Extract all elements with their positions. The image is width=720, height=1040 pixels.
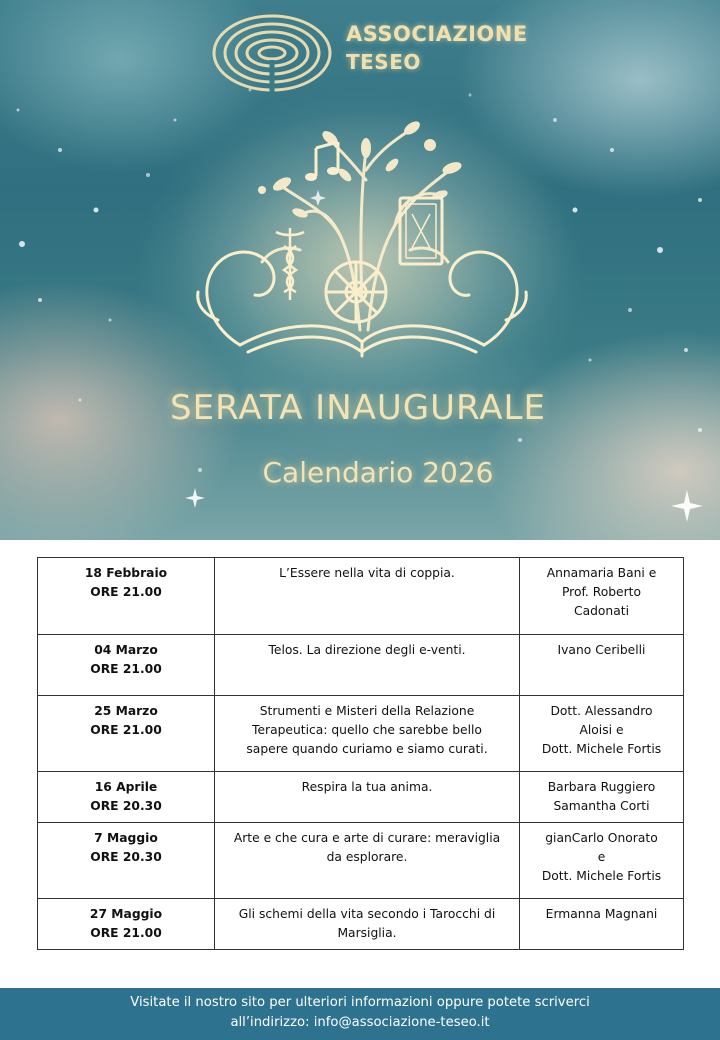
event-date-cell [38, 635, 215, 696]
event-topic: Terapeutica: quello che sarebbe bello [252, 723, 482, 737]
schedule-table [37, 557, 684, 950]
event-topic: sapere quando curiamo e siamo curati. [246, 742, 488, 756]
event-speaker: Dott. Michele Fortis [541, 869, 662, 883]
association-subname: TESEO [346, 50, 421, 74]
event-date: 25 Marzo [94, 704, 158, 718]
event-speaker: Aloisi e [579, 723, 624, 737]
event-date: 16 Aprile [94, 780, 158, 794]
event-speakers-cell [520, 899, 684, 950]
event-speaker: Cadonati [573, 604, 630, 618]
event-speakers-cell [520, 635, 684, 696]
labyrinth-logo-icon [214, 16, 330, 92]
event-topic-cell [215, 823, 520, 899]
event-topic-cell [215, 772, 520, 823]
event-subtitle: Calendario 2026 [262, 456, 494, 489]
event-time: ORE 21.00 [90, 723, 162, 737]
event-topic: da esplorare. [326, 850, 408, 864]
event-time: ORE 21.00 [90, 662, 162, 676]
event-speaker: Prof. Roberto [561, 585, 642, 599]
sparkle-icon [671, 490, 703, 522]
association-name: ASSOCIAZIONE [346, 22, 528, 46]
event-date-cell [38, 558, 215, 635]
event-topic: Gli schemi della vita secondo i Tarocchi di [238, 907, 496, 921]
event-topic-cell [215, 558, 520, 635]
event-speaker: Dott. Alessandro [550, 704, 653, 718]
table-row [38, 772, 684, 823]
event-date-cell [38, 823, 215, 899]
event-topic: Marsiglia. [337, 926, 397, 940]
event-speaker: e [597, 850, 606, 864]
event-time: ORE 21.00 [90, 585, 162, 599]
event-speakers-cell [520, 558, 684, 635]
table-row [38, 558, 684, 635]
event-topic: L’Essere nella vita di coppia. [279, 566, 455, 580]
event-time: ORE 20.30 [90, 799, 162, 813]
event-topic: Telos. La direzione degli e-venti. [268, 643, 466, 657]
event-topic: Respira la tua anima. [301, 780, 433, 794]
dharma-wheel-icon [326, 262, 386, 322]
event-date: 04 Marzo [94, 643, 158, 657]
event-speaker: Barbara Ruggiero [547, 780, 656, 794]
event-title: SERATA INAUGURALE [170, 388, 546, 428]
event-date-cell [38, 772, 215, 823]
event-topic-cell [215, 696, 520, 772]
event-speaker: Annamaria Bani e [546, 566, 657, 580]
event-topic-cell [215, 635, 520, 696]
event-speakers-cell [520, 823, 684, 899]
event-date-cell [38, 899, 215, 950]
table-row [38, 696, 684, 772]
event-speaker: Samantha Corti [553, 799, 650, 813]
table-row [38, 635, 684, 696]
event-speaker: Dott. Michele Fortis [541, 742, 662, 756]
event-topic: Strumenti e Misteri della Relazione [259, 704, 475, 718]
event-speakers-cell [520, 696, 684, 772]
event-topic: Arte e che cura e arte di curare: meraviglia [233, 831, 501, 845]
footer-contact-line[interactable]: all’indirizzo: info@associazione-teseo.it [230, 1015, 490, 1030]
event-speaker: Ivano Ceribelli [557, 643, 646, 657]
footer-text-line1: Visitate il nostro sito per ulteriori informazioni oppure potete scriverci [130, 995, 590, 1010]
event-date: 27 Maggio [89, 907, 163, 921]
table-row [38, 823, 684, 899]
event-speaker: gianCarlo Onorato [545, 831, 658, 845]
event-speakers-cell [520, 772, 684, 823]
event-speaker: Ermanna Magnani [545, 907, 658, 921]
event-topic-cell [215, 899, 520, 950]
contact-footer [0, 988, 720, 1040]
event-date: 18 Febbraio [84, 566, 168, 580]
event-date-cell [38, 696, 215, 772]
table-row [38, 899, 684, 950]
event-time: ORE 20.30 [90, 850, 162, 864]
event-date: 7 Maggio [94, 831, 158, 845]
sparkle-icon [185, 488, 205, 508]
event-time: ORE 21.00 [90, 926, 162, 940]
